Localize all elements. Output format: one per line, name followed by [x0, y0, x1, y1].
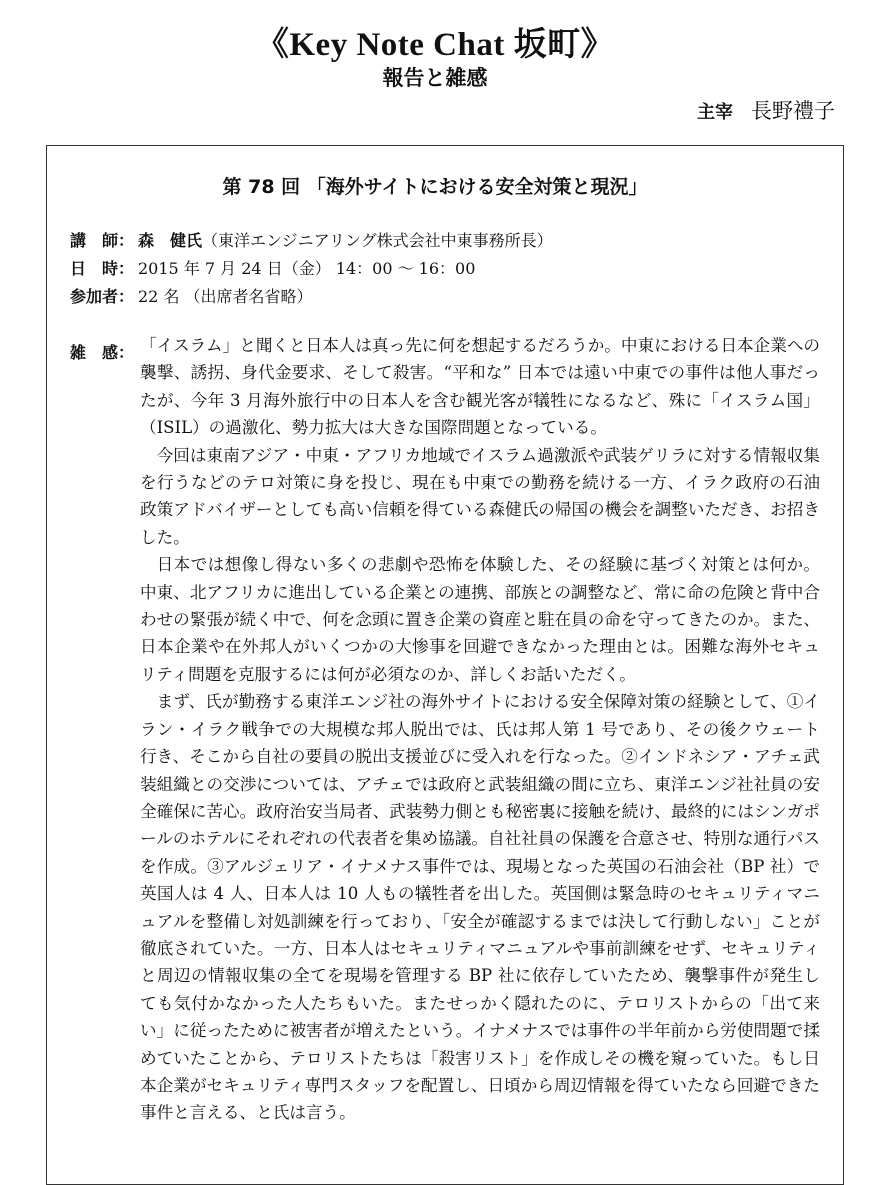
session-heading: 第 78 回 「海外サイトにおける安全対策と現況」	[222, 176, 648, 198]
paragraph-4: まず、氏が勤務する東洋エンジ社の海外サイトにおける安全保障対策の経験として、①イラン・イラク戦争での大規模な邦人脱出では、氏は邦人第 1 号であり、その後クウェート行き、そこから自社の要員の脱出支援並びに受入れを行なった。②インドネシア・アチェ武装組織との交渉については、アチェでは政府と武装組織の間に立ち、東洋エンジ社社員の安全確保に苦心。政府治安当局者、武装勢力側とも秘密裏に接触を続け、最終的にはシンガポールのホテルにそれぞれの代表者を集め協議。自社社員の保護を合意させ、特別な通行パスを作成。③アルジェリア・イナメナス事件では、現場となった英国の石油会社（BP 社）で英国人は 4 人、日本人は 10 人もの犠牲者を出した。英国側は緊急時のセキュリティマニュアルを整備し対処訓練を行っており、「安全が確認するまでは決して行動しない」ことが徹底されていた。一方、日本人はセキュリティマニュアルや事前訓練をせず、セキュリティと周辺の情報収集の全てを現場を管理する BP 社に依存していたため、襲撃事件が発生しても気付かなかった人たちもいた。またせっかく隠れたのに、テロリストからの「出て来い」に従ったために被害者が増えたという。イナメナスでは事件の半年前から労使問題で揉めていたことから、テロリストたちは「殺害リスト」を作成しその機を窺っていた。もし日本企業がセキュリティ専門スタッフを配置し、日頃から周辺情報を得ていたなら回避できた事件と言える、と氏は言う。	[140, 692, 820, 1123]
paragraph-1: 「イスラム」と聞くと日本人は真っ先に何を想起するだろうか。中東における日本企業への襲撃、誘拐、身代金要求、そして殺害。“平和な” 日本では遠い中東での事件は他人事だったが、今年 3 月海外旅行中の日本人を含む観光客が犠牲になるなど、殊に「イスラム国」（ISIL）の過激化、勢力拡大は大きな国際問題となっている。	[140, 336, 821, 438]
speaker-affiliation: （東洋エンジニアリング株式会社中東事務所長）	[202, 231, 553, 250]
impressions-label: 雑 感：	[70, 343, 135, 362]
host-name: 長野禮子	[751, 99, 835, 123]
date-row	[70, 256, 475, 279]
paragraph-2: 今回は東南アジア・中東・アフリカ地域でイスラム過激派や武装ゲリラに対する情報収集を行うなどのテロ対策に身を投じ、現在も中東での勤務を続ける一方、イラク政府の石油政策アドバイザーとしても高い信頼を得ている森健氏の帰国の機会を調整いただき、お招きした。	[140, 445, 820, 547]
attendance-value: 22 名 （出席者名省略）	[138, 287, 313, 306]
page-subtitle: 報告と雑感	[382, 66, 488, 90]
impressions-body	[140, 332, 820, 1127]
page-title: 《Key Note Chat 坂町》	[255, 27, 615, 63]
speaker-key: 講 師：	[70, 231, 135, 250]
attendance-row	[70, 284, 313, 307]
host-role: 主宰	[697, 102, 733, 123]
paragraph-3: 日本では想像し得ない多くの悲劇や恐怖を体験した、その経験に基づく対策とは何か。中東、北アフリカに進出している企業との連携、部族との調整など、常に命の危険と背中合わせの緊張が続く中で、何を念頭に置き企業の資産と駐在員の命を守ってきたのか。また、日本企業や在外邦人がいくつかの大惨事を回避できなかった理由とは。困難な海外セキュリティ問題を克服するには何が必須なのか、詳しくお話いただく。	[140, 555, 821, 684]
attendance-key: 参加者：	[70, 287, 135, 306]
speaker-name: 森 健氏	[138, 231, 203, 250]
date-key: 日 時：	[70, 259, 135, 278]
speaker-row	[70, 228, 553, 251]
host-line	[697, 95, 835, 125]
date-value: 2015 年 7 月 24 日（金） 14：00 ～ 16：00	[138, 259, 476, 278]
